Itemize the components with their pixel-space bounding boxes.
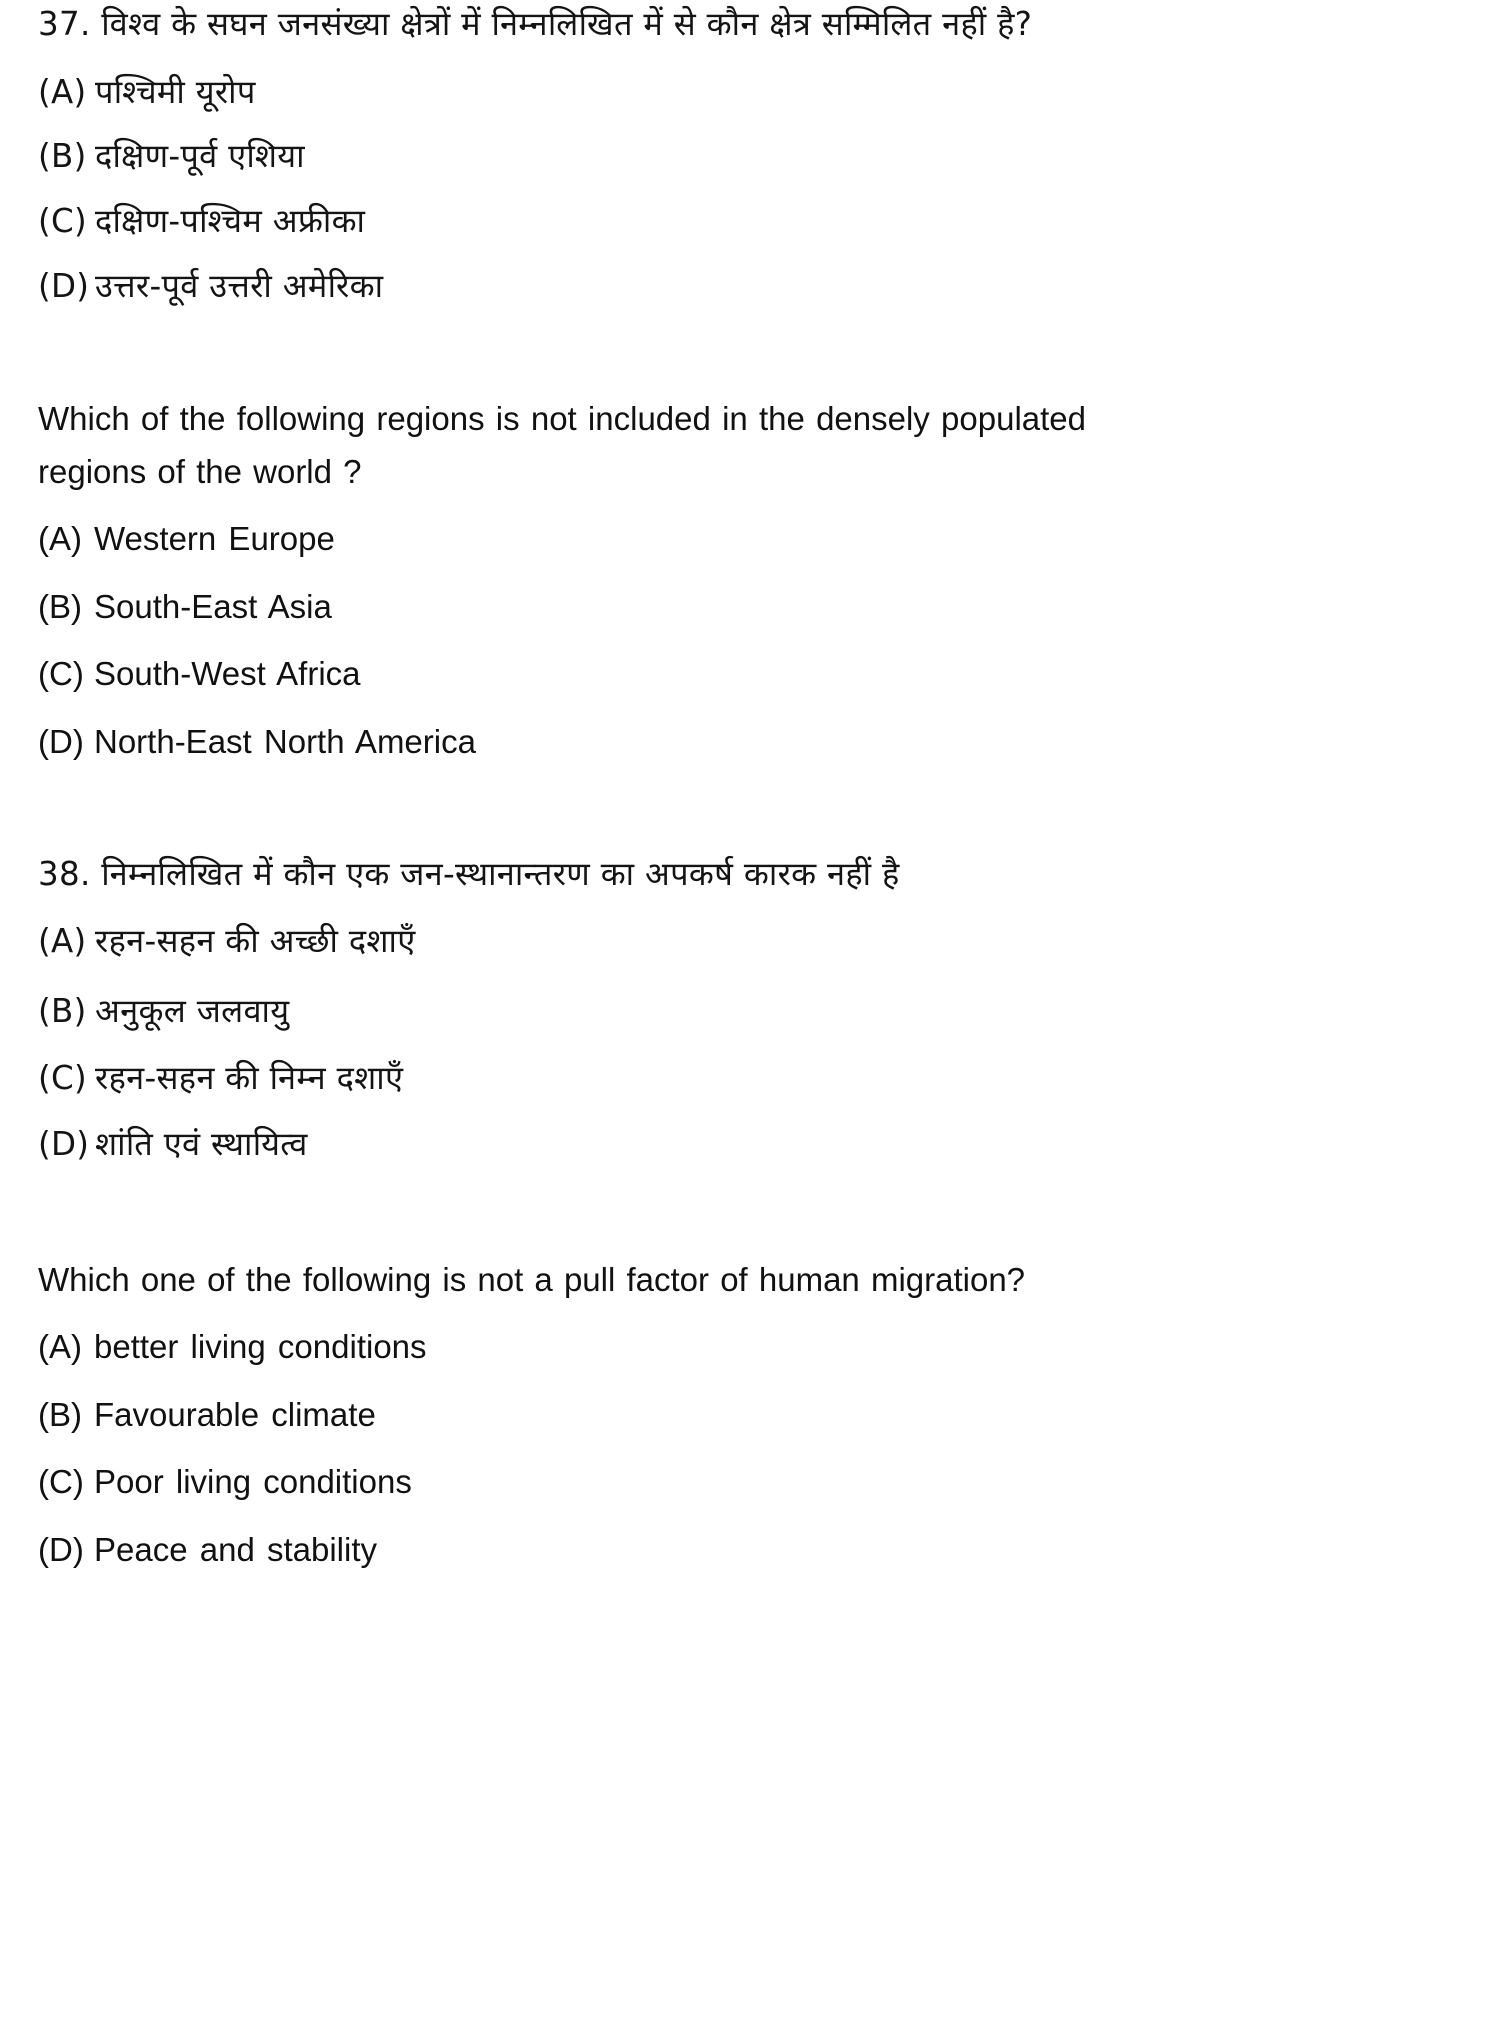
question-38-hindi-option-c	[38, 1059, 404, 1097]
question-38-english-option-c	[38, 1465, 412, 1498]
option-text-c: दक्षिण-पश्चिम अफ्रीका	[95, 202, 366, 240]
question-38-hindi-option-d	[38, 1125, 308, 1163]
question-37-hindi-option-a	[38, 73, 256, 111]
question-37-english-line-2: regions of the world ?	[38, 453, 362, 490]
option-text-a: पश्चिमी यूरोप	[95, 73, 256, 111]
option-text-d: Peace and stability	[94, 1531, 378, 1568]
option-text-d: शांति एवं स्थायित्व	[95, 1125, 308, 1163]
option-label-d: (D)	[38, 1531, 84, 1568]
option-label-d: (D)	[38, 1125, 90, 1163]
question-37-hindi-text: 37. विश्व के सघन जनसंख्या क्षेत्रों में निम्नलिखित में से कौन क्षेत्र सम्मिलित नहीं है?	[38, 5, 1033, 43]
option-label-b: (B)	[38, 992, 87, 1030]
question-37-english-option-b	[38, 590, 332, 623]
option-text-b: दक्षिण-पूर्व एशिया	[95, 137, 305, 175]
option-label-a: (A)	[38, 922, 87, 960]
option-label-a: (A)	[38, 1328, 82, 1365]
option-label-c: (C)	[38, 1059, 87, 1097]
question-37-hindi-option-b	[38, 137, 305, 175]
option-text-d: उत्तर-पूर्व उत्तरी अमेरिका	[95, 267, 384, 305]
option-label-d: (D)	[38, 267, 90, 305]
question-37-english-option-d	[38, 725, 476, 758]
question-38-english-option-a	[38, 1330, 427, 1363]
option-label-c: (C)	[38, 655, 84, 692]
option-label-a: (A)	[38, 520, 82, 557]
question-38-hindi-text: 38. निम्नलिखित में कौन एक जन-स्थानान्तरण का अपकर्ष कारक नहीं है	[38, 855, 900, 893]
question-37-english-line-2-wrap	[38, 455, 1088, 488]
option-text-a: Western Europe	[94, 520, 335, 557]
option-text-b: Favourable climate	[94, 1396, 376, 1433]
option-label-a: (A)	[38, 73, 87, 111]
option-label-b: (B)	[38, 137, 87, 175]
question-38-english-text	[38, 1263, 1098, 1296]
option-text-d: North-East North America	[94, 723, 476, 760]
option-text-b: अनुकूल जलवायु	[95, 992, 290, 1030]
question-38-hindi-option-a	[38, 922, 416, 960]
question-37-english-option-c	[38, 657, 361, 690]
option-text-b: South-East Asia	[94, 588, 332, 625]
option-label-c: (C)	[38, 1463, 84, 1500]
option-label-b: (B)	[38, 1396, 82, 1433]
question-37-english-option-a	[38, 522, 335, 555]
question-38-english-option-b	[38, 1398, 376, 1431]
option-label-b: (B)	[38, 588, 82, 625]
option-text-c: रहन-सहन की निम्न दशाएँ	[95, 1059, 404, 1097]
question-37-hindi-option-d	[38, 267, 384, 305]
question-38-english-option-d	[38, 1533, 377, 1566]
question-38-hindi-option-b	[38, 992, 290, 1030]
question-37-english-line-1: Which of the following regions is not included in the densely populated	[38, 400, 1086, 437]
option-label-c: (C)	[38, 202, 87, 240]
option-text-c: Poor living conditions	[94, 1463, 412, 1500]
option-text-c: South-West Africa	[94, 655, 361, 692]
question-37-hindi-option-c	[38, 202, 366, 240]
option-text-a: better living conditions	[94, 1328, 427, 1365]
question-38-english-line-1: Which one of the following is not a pull factor of human migration?	[38, 1261, 1026, 1298]
option-label-d: (D)	[38, 723, 84, 760]
question-37-english-text	[38, 402, 1088, 435]
option-text-a: रहन-सहन की अच्छी दशाएँ	[95, 922, 416, 960]
